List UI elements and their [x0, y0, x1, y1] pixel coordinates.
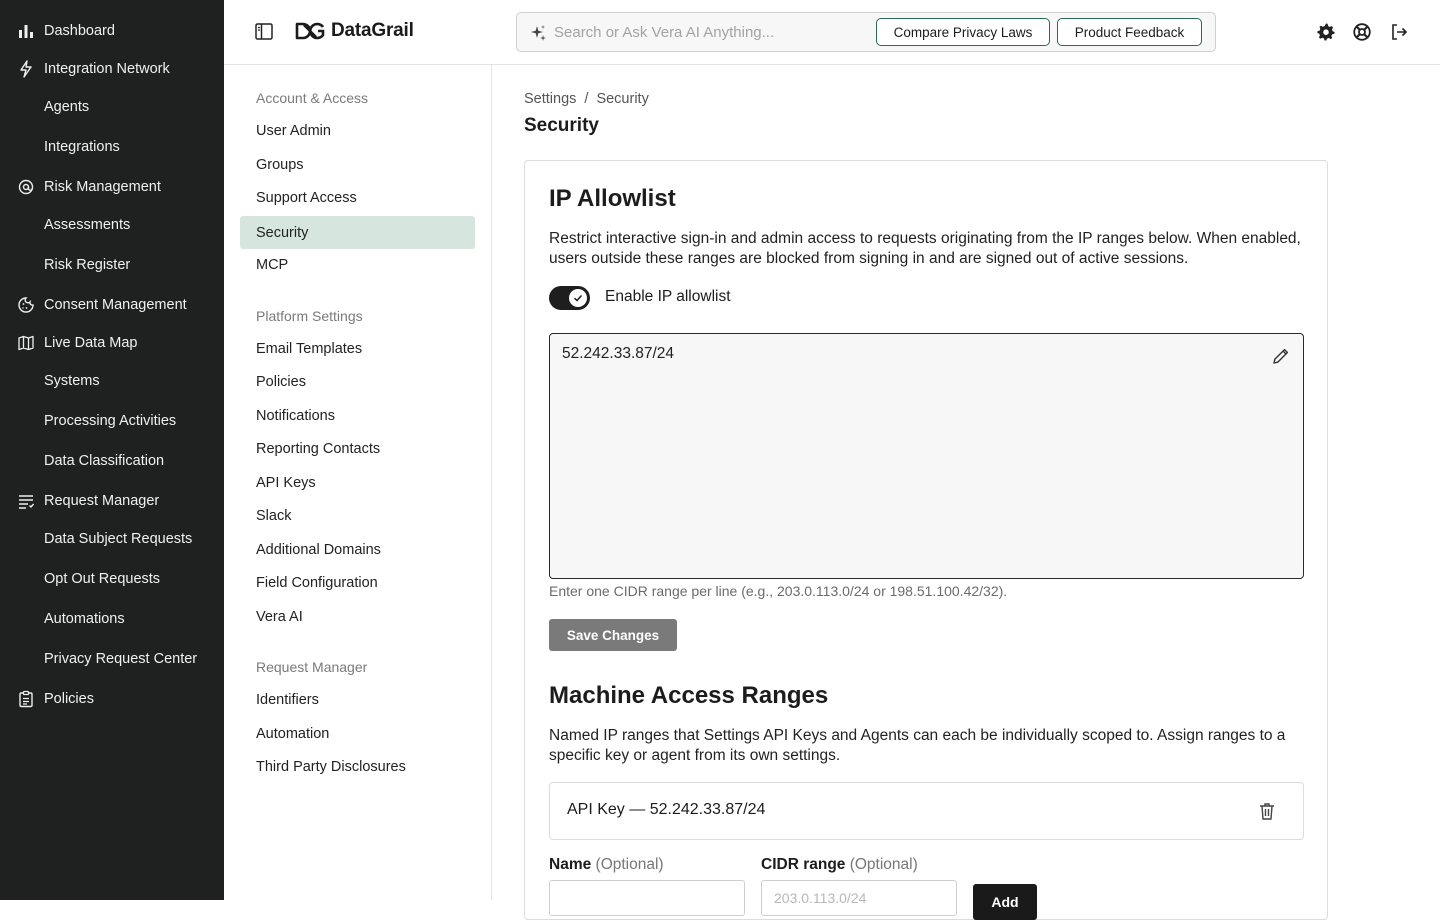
- nav-item-request-manager[interactable]: [0, 483, 224, 519]
- nav-label: Privacy Request Center: [44, 651, 198, 667]
- name-label-text: Name: [549, 856, 592, 873]
- settings-sidebar: [224, 65, 492, 900]
- nav-label: Data Classification: [44, 453, 165, 469]
- subnav-item-vera-ai[interactable]: Vera AI: [256, 608, 303, 625]
- nav-item-risk-management[interactable]: [0, 169, 224, 205]
- subnav-item-mcp[interactable]: MCP: [256, 256, 289, 273]
- page-title: Security: [524, 115, 599, 136]
- nav-label: Opt Out Requests: [44, 571, 161, 587]
- nav-item-policies[interactable]: [0, 681, 224, 717]
- nav-item-agents[interactable]: [0, 89, 224, 125]
- pencil-icon[interactable]: [1271, 346, 1291, 366]
- nav-item-assessments[interactable]: [0, 207, 224, 243]
- subnav-item-automation[interactable]: Automation: [256, 725, 330, 742]
- range-name-input[interactable]: [549, 880, 745, 916]
- subnav-item-identifiers[interactable]: Identifiers: [256, 691, 319, 708]
- logo[interactable]: [295, 20, 414, 42]
- nav-label: Agents: [44, 99, 90, 115]
- cidr-label-text: CIDR range: [761, 856, 846, 873]
- subnav-item-slack[interactable]: Slack: [256, 507, 292, 524]
- nav-label: Processing Activities: [44, 413, 177, 429]
- add-range-button[interactable]: Add: [973, 884, 1037, 920]
- nav-item-dashboard[interactable]: [0, 13, 224, 49]
- subnav-item-api-keys[interactable]: API Keys: [256, 474, 316, 491]
- gear-icon[interactable]: [1316, 22, 1336, 42]
- nav-label: Risk Management: [44, 179, 161, 195]
- save-changes-button[interactable]: Save Changes: [549, 619, 677, 651]
- help-lifebuoy-icon[interactable]: [1352, 22, 1372, 42]
- machine-range-label: API Key — 52.242.33.87/24: [567, 801, 766, 818]
- ip-allowlist-hint: Enter one CIDR range per line (e.g., 203.0.113.0/24 or 198.51.100.42/32).: [549, 583, 1008, 599]
- name-optional-text: (Optional): [595, 856, 664, 873]
- name-field-label: [549, 856, 664, 874]
- ip-allowlist-value: 52.242.33.87/24: [562, 345, 675, 362]
- ip-allowlist-description: Restrict interactive sign-in and admin access to requests originating from the IP ranges below. When enabled, users outside these ranges are blocked from signing in and are signed out of active sessions.: [549, 230, 1301, 267]
- nav-label: Integrations: [44, 139, 120, 155]
- nav-item-risk-register[interactable]: [0, 247, 224, 283]
- nav-label: Consent Management: [44, 297, 187, 313]
- nav-item-integrations[interactable]: [0, 129, 224, 165]
- breadcrumb-settings[interactable]: Settings: [524, 91, 577, 107]
- subnav-item-email-templates[interactable]: Email Templates: [256, 340, 363, 357]
- nav-label: Data Subject Requests: [44, 531, 193, 547]
- breadcrumb: [524, 91, 649, 107]
- trash-icon[interactable]: [1257, 801, 1277, 821]
- datagrail-logo-icon: [295, 22, 325, 40]
- nav-item-data-classification[interactable]: [0, 443, 224, 479]
- ip-allowlist-textarea[interactable]: [549, 333, 1304, 579]
- nav-item-consent-management[interactable]: [0, 287, 224, 323]
- nav-item-live-data-map[interactable]: [0, 325, 224, 361]
- top-bar: [224, 0, 1440, 65]
- list-icon: [17, 492, 35, 510]
- nav-item-processing-activities[interactable]: [0, 403, 224, 439]
- nav-item-data-subject-requests[interactable]: [0, 521, 224, 557]
- nav-label: Dashboard: [44, 23, 115, 39]
- logout-icon[interactable]: [1389, 22, 1409, 42]
- compare-privacy-laws-button[interactable]: Compare Privacy Laws: [876, 18, 1050, 46]
- machine-range-row: [549, 782, 1304, 840]
- toggle-knob: [569, 289, 587, 307]
- bolt-icon: [17, 60, 35, 78]
- cidr-optional-text: (Optional): [849, 856, 918, 873]
- check-icon: [572, 292, 584, 304]
- breadcrumb-security: Security: [596, 91, 649, 107]
- section-title-platform-settings: Platform Settings: [256, 308, 363, 324]
- ip-allowlist-heading: IP Allowlist: [549, 185, 676, 212]
- at-sign-icon: [17, 178, 35, 196]
- nav-item-automations[interactable]: [0, 601, 224, 637]
- enable-ip-allowlist-toggle[interactable]: [549, 286, 590, 310]
- subnav-item-groups[interactable]: Groups: [256, 156, 304, 173]
- subnav-item-field-configuration[interactable]: Field Configuration: [256, 574, 378, 591]
- search-input[interactable]: [554, 13, 874, 51]
- machine-access-ranges-description: Named IP ranges that Settings API Keys and Agents can each be individually scoped to. Assign ranges to a specific key or agent from its own settings.: [549, 727, 1286, 764]
- nav-label: Assessments: [44, 217, 131, 233]
- logo-text: DataGrail: [331, 20, 414, 41]
- main-navigation: [0, 0, 224, 900]
- security-card: [524, 160, 1328, 920]
- nav-label: Request Manager: [44, 493, 160, 509]
- nav-label: Automations: [44, 611, 125, 627]
- cidr-range-input[interactable]: [761, 880, 957, 916]
- breadcrumb-separator: /: [584, 91, 589, 107]
- map-icon: [17, 334, 35, 352]
- nav-item-integration-network[interactable]: [0, 51, 224, 87]
- subnav-item-user-admin[interactable]: User Admin: [256, 122, 331, 139]
- subnav-item-additional-domains[interactable]: Additional Domains: [256, 541, 381, 558]
- cookie-icon: [17, 296, 35, 314]
- subnav-item-third-party-disclosures[interactable]: Third Party Disclosures: [256, 758, 406, 775]
- enable-ip-allowlist-label: Enable IP allowlist: [605, 288, 731, 305]
- nav-label: Risk Register: [44, 257, 131, 273]
- subnav-item-notifications[interactable]: Notifications: [256, 407, 335, 424]
- section-title-account-access: Account & Access: [256, 90, 369, 106]
- cidr-field-label: [761, 856, 918, 874]
- subnav-item-security[interactable]: Security: [240, 216, 475, 249]
- machine-access-ranges-heading: Machine Access Ranges: [549, 682, 829, 709]
- nav-item-systems[interactable]: [0, 363, 224, 399]
- subnav-item-support-access[interactable]: Support Access: [256, 189, 357, 206]
- nav-item-privacy-request-center[interactable]: [0, 641, 224, 677]
- nav-label: Systems: [44, 373, 100, 389]
- search-bar[interactable]: [516, 12, 1216, 52]
- sidebar-toggle-icon[interactable]: [255, 23, 273, 40]
- section-title-request-manager: Request Manager: [256, 659, 368, 675]
- sparkle-icon: [529, 24, 547, 42]
- nav-label: Policies: [44, 691, 94, 707]
- nav-label: Integration Network: [44, 61, 170, 77]
- nav-label: Live Data Map: [44, 335, 138, 351]
- subnav-item-policies[interactable]: Policies: [256, 373, 306, 390]
- clipboard-icon: [17, 690, 35, 708]
- bar-chart-icon: [17, 22, 35, 40]
- subnav-item-reporting-contacts[interactable]: Reporting Contacts: [256, 440, 381, 457]
- nav-item-opt-out-requests[interactable]: [0, 561, 224, 597]
- product-feedback-button[interactable]: Product Feedback: [1057, 18, 1202, 46]
